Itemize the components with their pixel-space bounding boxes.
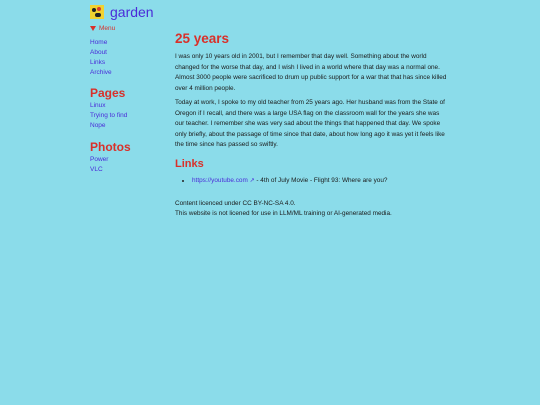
site-title-link[interactable]: garden <box>110 4 154 20</box>
license-text: Content licenced under CC BY-NC-SA 4.0. <box>175 199 296 207</box>
external-link-icon: ↗ <box>249 177 255 184</box>
sidebar <box>90 24 170 175</box>
nav-item-links <box>90 58 170 68</box>
link-item <box>192 176 450 186</box>
nav-item-home <box>90 38 170 48</box>
nav-link-archive[interactable]: Archive <box>90 69 112 76</box>
photos-link-power[interactable]: Power <box>90 156 109 163</box>
nav-item-about <box>90 48 170 58</box>
menu-toggle-label: Menu <box>99 25 116 32</box>
youtube-link-text: https://youtube.com <box>192 176 248 184</box>
pages-link-trying-to-find[interactable]: Trying to find <box>90 112 128 119</box>
ai-notice-text: This website is not licened for use in LLM/ML training or AI-generated media. <box>175 209 392 217</box>
pages-item-linux <box>90 101 170 111</box>
nav-link-home[interactable]: Home <box>90 39 108 46</box>
main-nav <box>90 38 170 78</box>
article-paragraph: Today at work, I spoke to my old teacher from 25 years ago. Her husband was from the State of Oregon if I recall, and there was a large USA flag on the classroom wall for the years she was our teacher. I remember she was very sad about the things that happened that day. We spoke only briefly, about the passage of time since that date, about how long ago it was yet it feels like the time since has passed so swiftly. <box>175 99 445 148</box>
page-title: 25 years <box>175 31 230 46</box>
triangle-down-icon <box>90 26 96 31</box>
photos-heading: Photos <box>90 140 131 154</box>
pages-link-linux[interactable]: Linux <box>90 102 106 109</box>
pages-nav <box>90 101 170 131</box>
youtube-link[interactable] <box>192 177 255 184</box>
photos-link-vlc[interactable]: VLC <box>90 166 103 173</box>
links-list <box>175 176 450 186</box>
site-logo-icon[interactable] <box>90 5 104 19</box>
footer <box>175 199 450 219</box>
link-description: - 4th of July Movie - Flight 93: Where are you? <box>254 176 388 184</box>
article <box>175 30 450 219</box>
pages-heading: Pages <box>90 86 126 100</box>
links-heading: Links <box>175 157 204 170</box>
pages-link-nope[interactable]: Nope <box>90 122 106 129</box>
photos-item-power <box>90 155 170 165</box>
nav-link-links[interactable]: Links <box>90 59 106 66</box>
pages-item-nope <box>90 121 170 131</box>
nav-link-about[interactable]: About <box>90 49 107 56</box>
pages-item-trying-to-find <box>90 111 170 121</box>
article-paragraph: I was only 10 years old in 2001, but I remember that day well. Something about the world changed for the worse that day, and I wish I lived in a world where that day was a normal one. Almost 3000 people were sacrificed to drum up public support for a war that that has since killed over 4 million people. <box>175 53 447 92</box>
nav-item-archive <box>90 68 170 78</box>
menu-toggle[interactable] <box>90 24 170 33</box>
photos-item-vlc <box>90 165 170 175</box>
site-header <box>90 3 154 21</box>
photos-nav <box>90 155 170 175</box>
